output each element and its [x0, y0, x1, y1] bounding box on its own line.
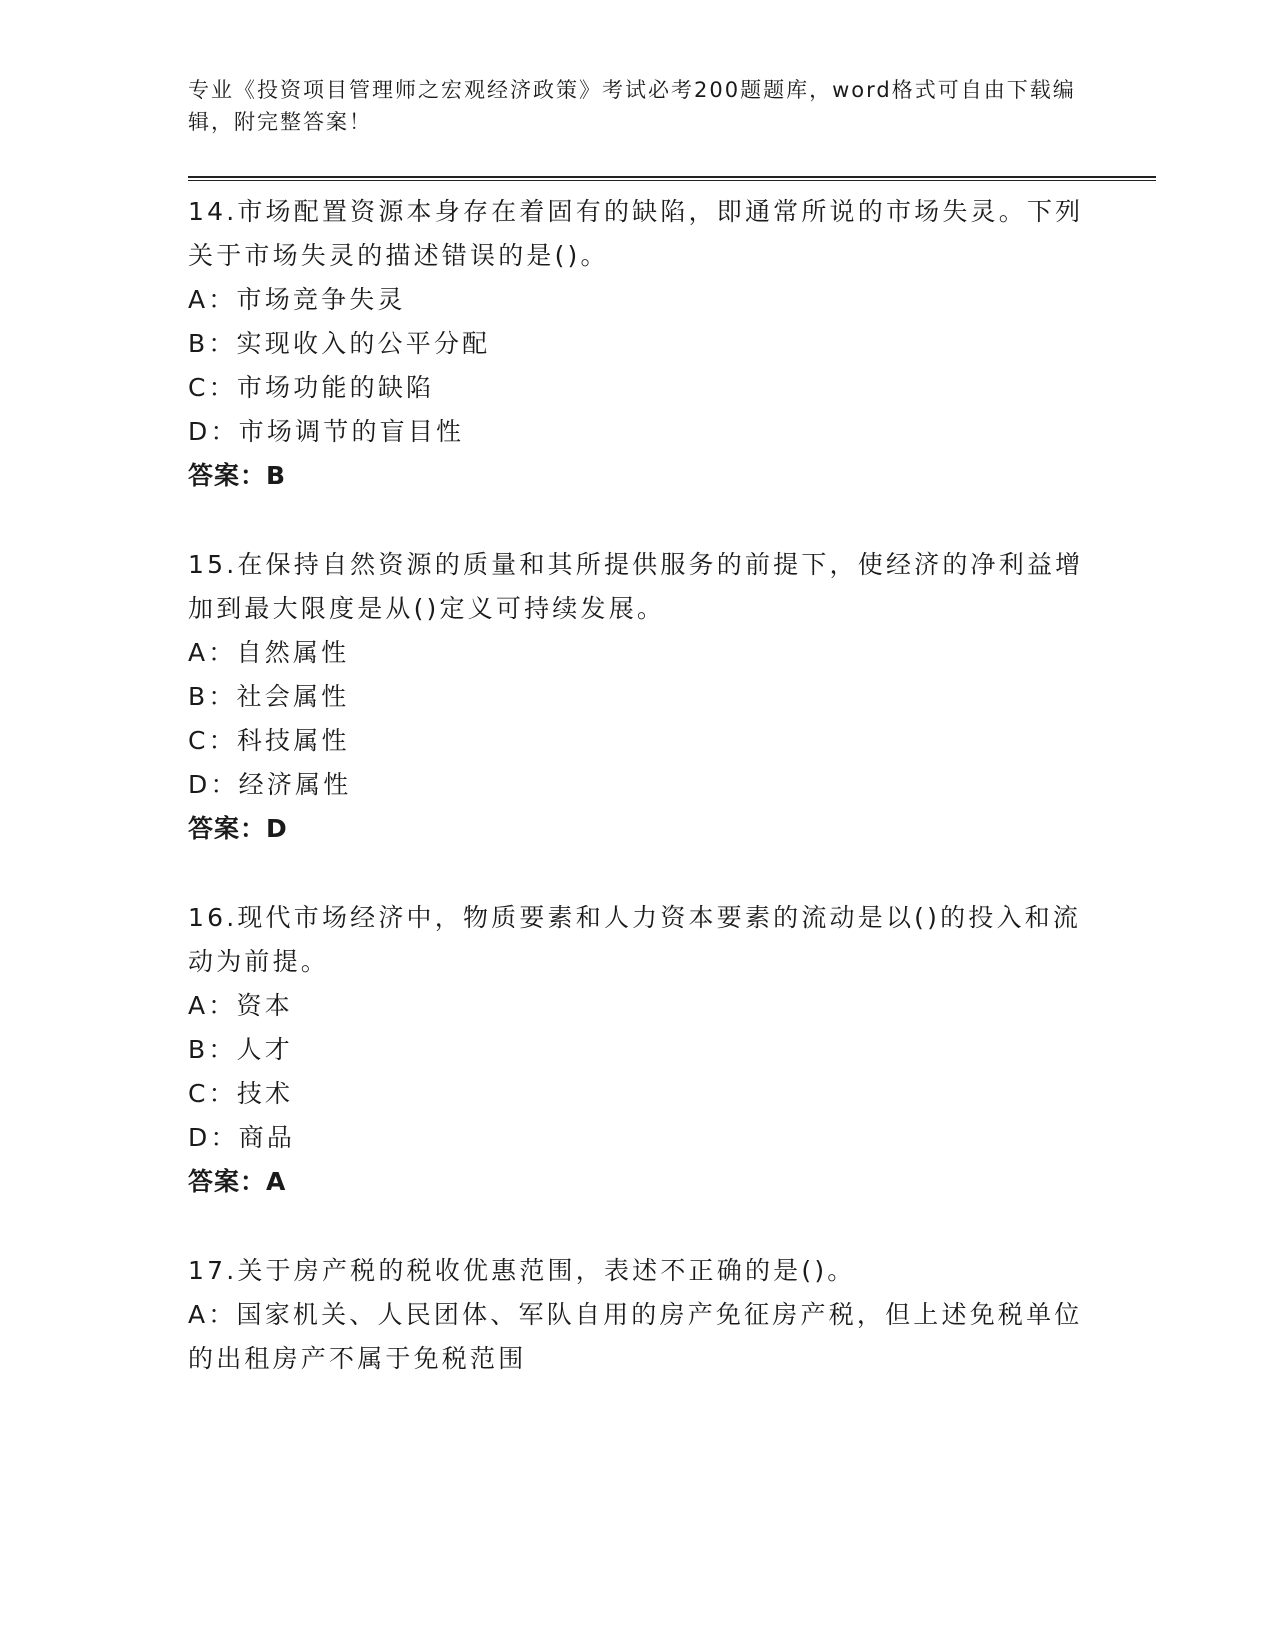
- header-divider: [188, 176, 1156, 181]
- question-15: [188, 543, 1088, 851]
- question-16: [188, 896, 1088, 1204]
- option-a: A：自然属性: [188, 638, 350, 667]
- question-list: [188, 190, 1088, 1426]
- option-c: C：市场功能的缺陷: [188, 373, 435, 402]
- option-b: B：社会属性: [188, 682, 350, 711]
- option-a: A：市场竞争失灵: [188, 285, 406, 314]
- option-d: D：商品: [188, 1123, 296, 1152]
- answer: 答案：A: [188, 1167, 287, 1196]
- answer: 答案：D: [188, 814, 288, 843]
- option-a: A：国家机关、人民团体、军队自用的房产免征房产税，但上述免税单位的出租房产不属于免税范围: [188, 1300, 1083, 1373]
- page-header: 专业《投资项目管理师之宏观经济政策》考试必考200题题库，word格式可自由下载编辑，附完整答案！: [188, 78, 1076, 134]
- answer: 答案：B: [188, 461, 287, 490]
- question-14: [188, 190, 1088, 498]
- option-a: A：资本: [188, 991, 293, 1020]
- option-b: B：实现收入的公平分配: [188, 329, 491, 358]
- option-c: C：技术: [188, 1079, 294, 1108]
- option-d: D：市场调节的盲目性: [188, 417, 465, 446]
- question-stem: 15.在保持自然资源的质量和其所提供服务的前提下，使经济的净利益增加到最大限度是从()定义可持续发展。: [188, 550, 1084, 623]
- option-d: D：经济属性: [188, 770, 352, 799]
- option-b: B：人才: [188, 1035, 293, 1064]
- question-17: [188, 1249, 1088, 1381]
- question-stem: 17.关于房产税的税收优惠范围，表述不正确的是()。: [188, 1256, 856, 1285]
- option-c: C：科技属性: [188, 726, 350, 755]
- question-stem: 16.现代市场经济中，物质要素和人力资本要素的流动是以()的投入和流动为前提。: [188, 903, 1082, 976]
- question-stem: 14.市场配置资源本身存在着固有的缺陷，即通常所说的市场失灵。下列关于市场失灵的描述错误的是()。: [188, 197, 1084, 270]
